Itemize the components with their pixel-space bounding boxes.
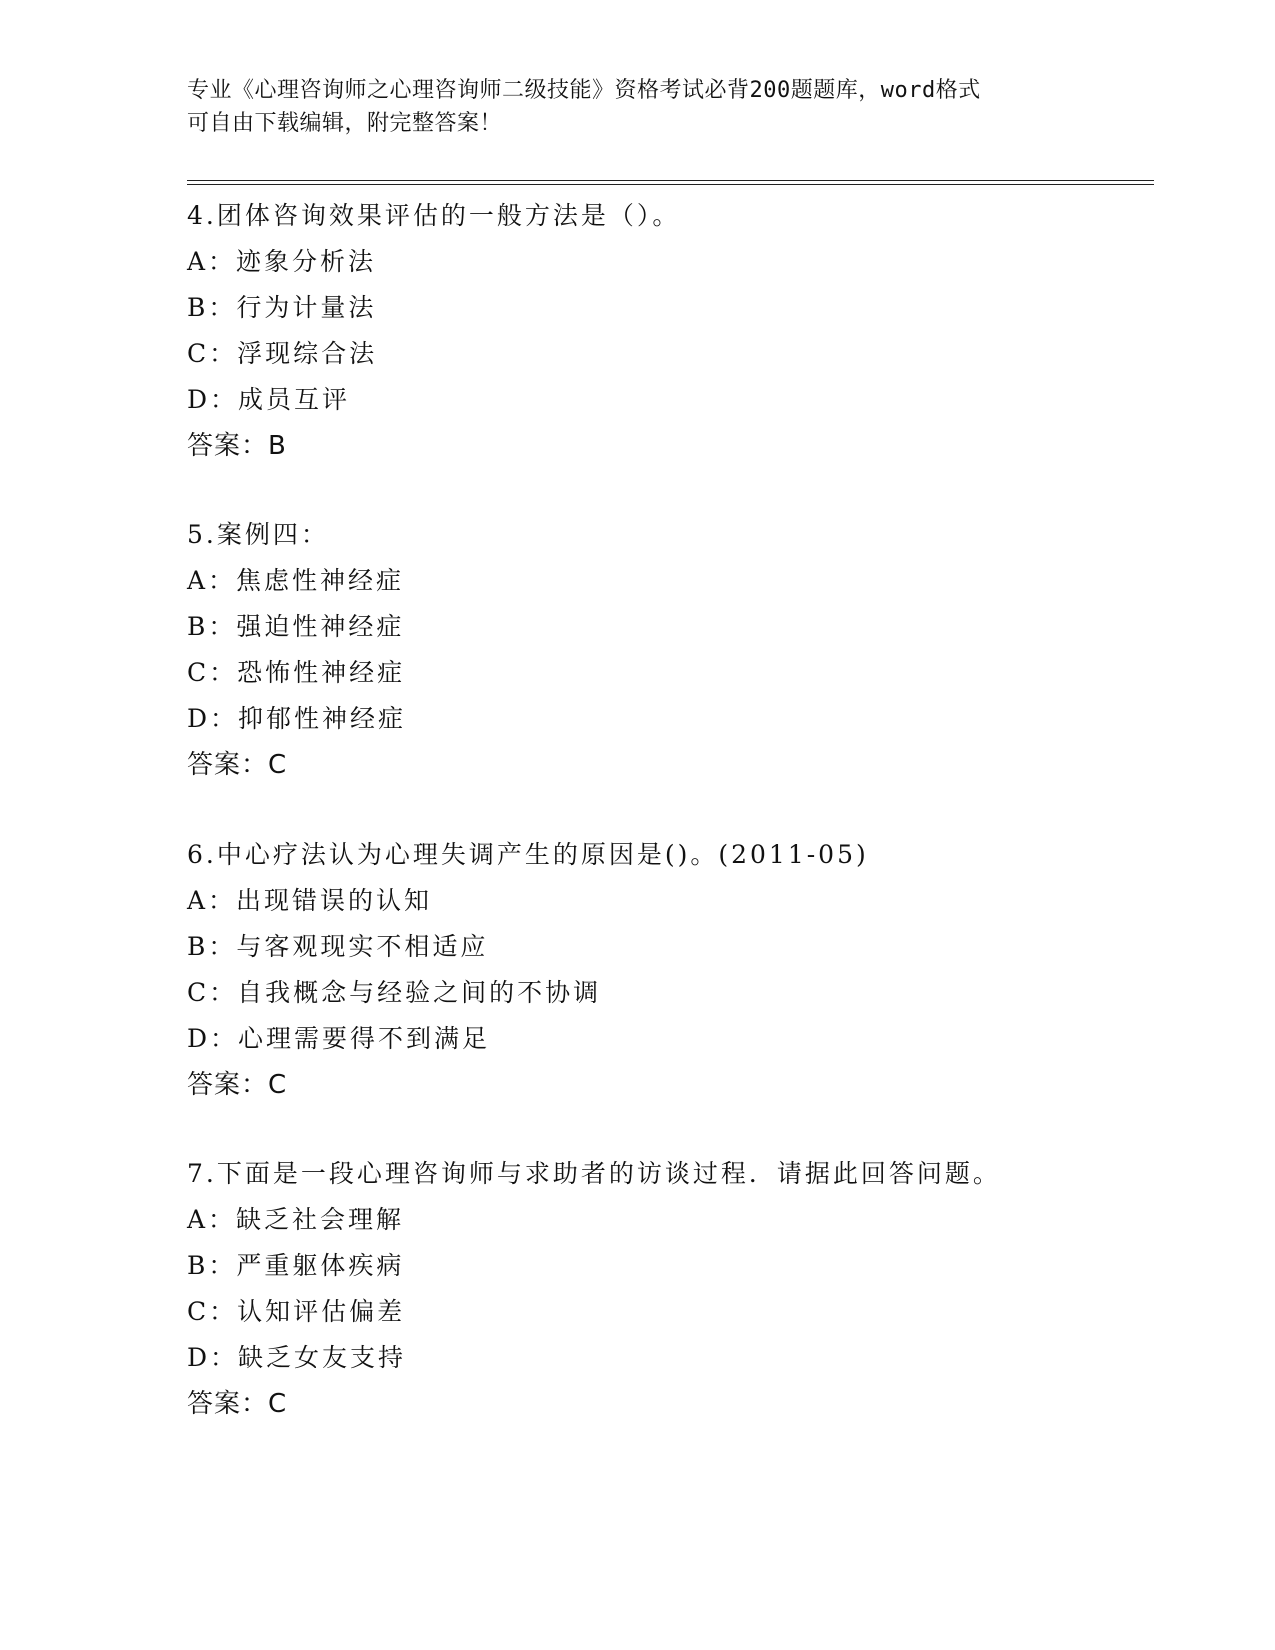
header-line-1: 专业《心理咨询师之心理咨询师二级技能》资格考试必背200题题库，word格式 — [187, 78, 981, 103]
document-header — [187, 74, 1087, 140]
answer-line: 答案：C — [187, 1389, 288, 1419]
question-stem: 7.下面是一段心理咨询师与求助者的访谈过程．请据此回答问题。 — [187, 1159, 1001, 1188]
question-block-5 — [187, 512, 1147, 788]
option-a: A：出现错误的认知 — [187, 886, 433, 915]
question-stem: 5.案例四： — [187, 520, 329, 549]
option-c: C：浮现综合法 — [187, 339, 378, 368]
question-block-6 — [187, 832, 1147, 1108]
question-stem: 4.团体咨询效果评估的一般方法是（）。 — [187, 201, 681, 230]
option-d: D：心理需要得不到满足 — [187, 1024, 491, 1053]
option-a: A：缺乏社会理解 — [187, 1205, 405, 1234]
header-divider-bottom — [187, 184, 1154, 185]
answer-line: 答案：C — [187, 1070, 288, 1100]
answer-line: 答案：C — [187, 750, 288, 780]
question-block-4 — [187, 193, 1147, 469]
option-b: B：严重躯体疾病 — [187, 1251, 405, 1280]
question-stem: 6.中心疗法认为心理失调产生的原因是()。(2011-05) — [187, 840, 869, 869]
option-c: C：恐怖性神经症 — [187, 658, 406, 687]
option-a: A：迹象分析法 — [187, 247, 377, 276]
question-block-7 — [187, 1151, 1147, 1427]
option-b: B：行为计量法 — [187, 293, 377, 322]
option-d: D：缺乏女友支持 — [187, 1343, 407, 1372]
answer-line: 答案：B — [187, 431, 287, 461]
header-line-2: 可自由下载编辑，附完整答案！ — [187, 111, 503, 136]
option-c: C：自我概念与经验之间的不协调 — [187, 978, 602, 1007]
option-d: D：成员互评 — [187, 385, 351, 414]
option-b: B：强迫性神经症 — [187, 612, 405, 641]
option-d: D：抑郁性神经症 — [187, 704, 407, 733]
option-b: B：与客观现实不相适应 — [187, 932, 489, 961]
header-divider-top — [187, 180, 1154, 181]
option-c: C：认知评估偏差 — [187, 1297, 406, 1326]
option-a: A：焦虑性神经症 — [187, 566, 405, 595]
